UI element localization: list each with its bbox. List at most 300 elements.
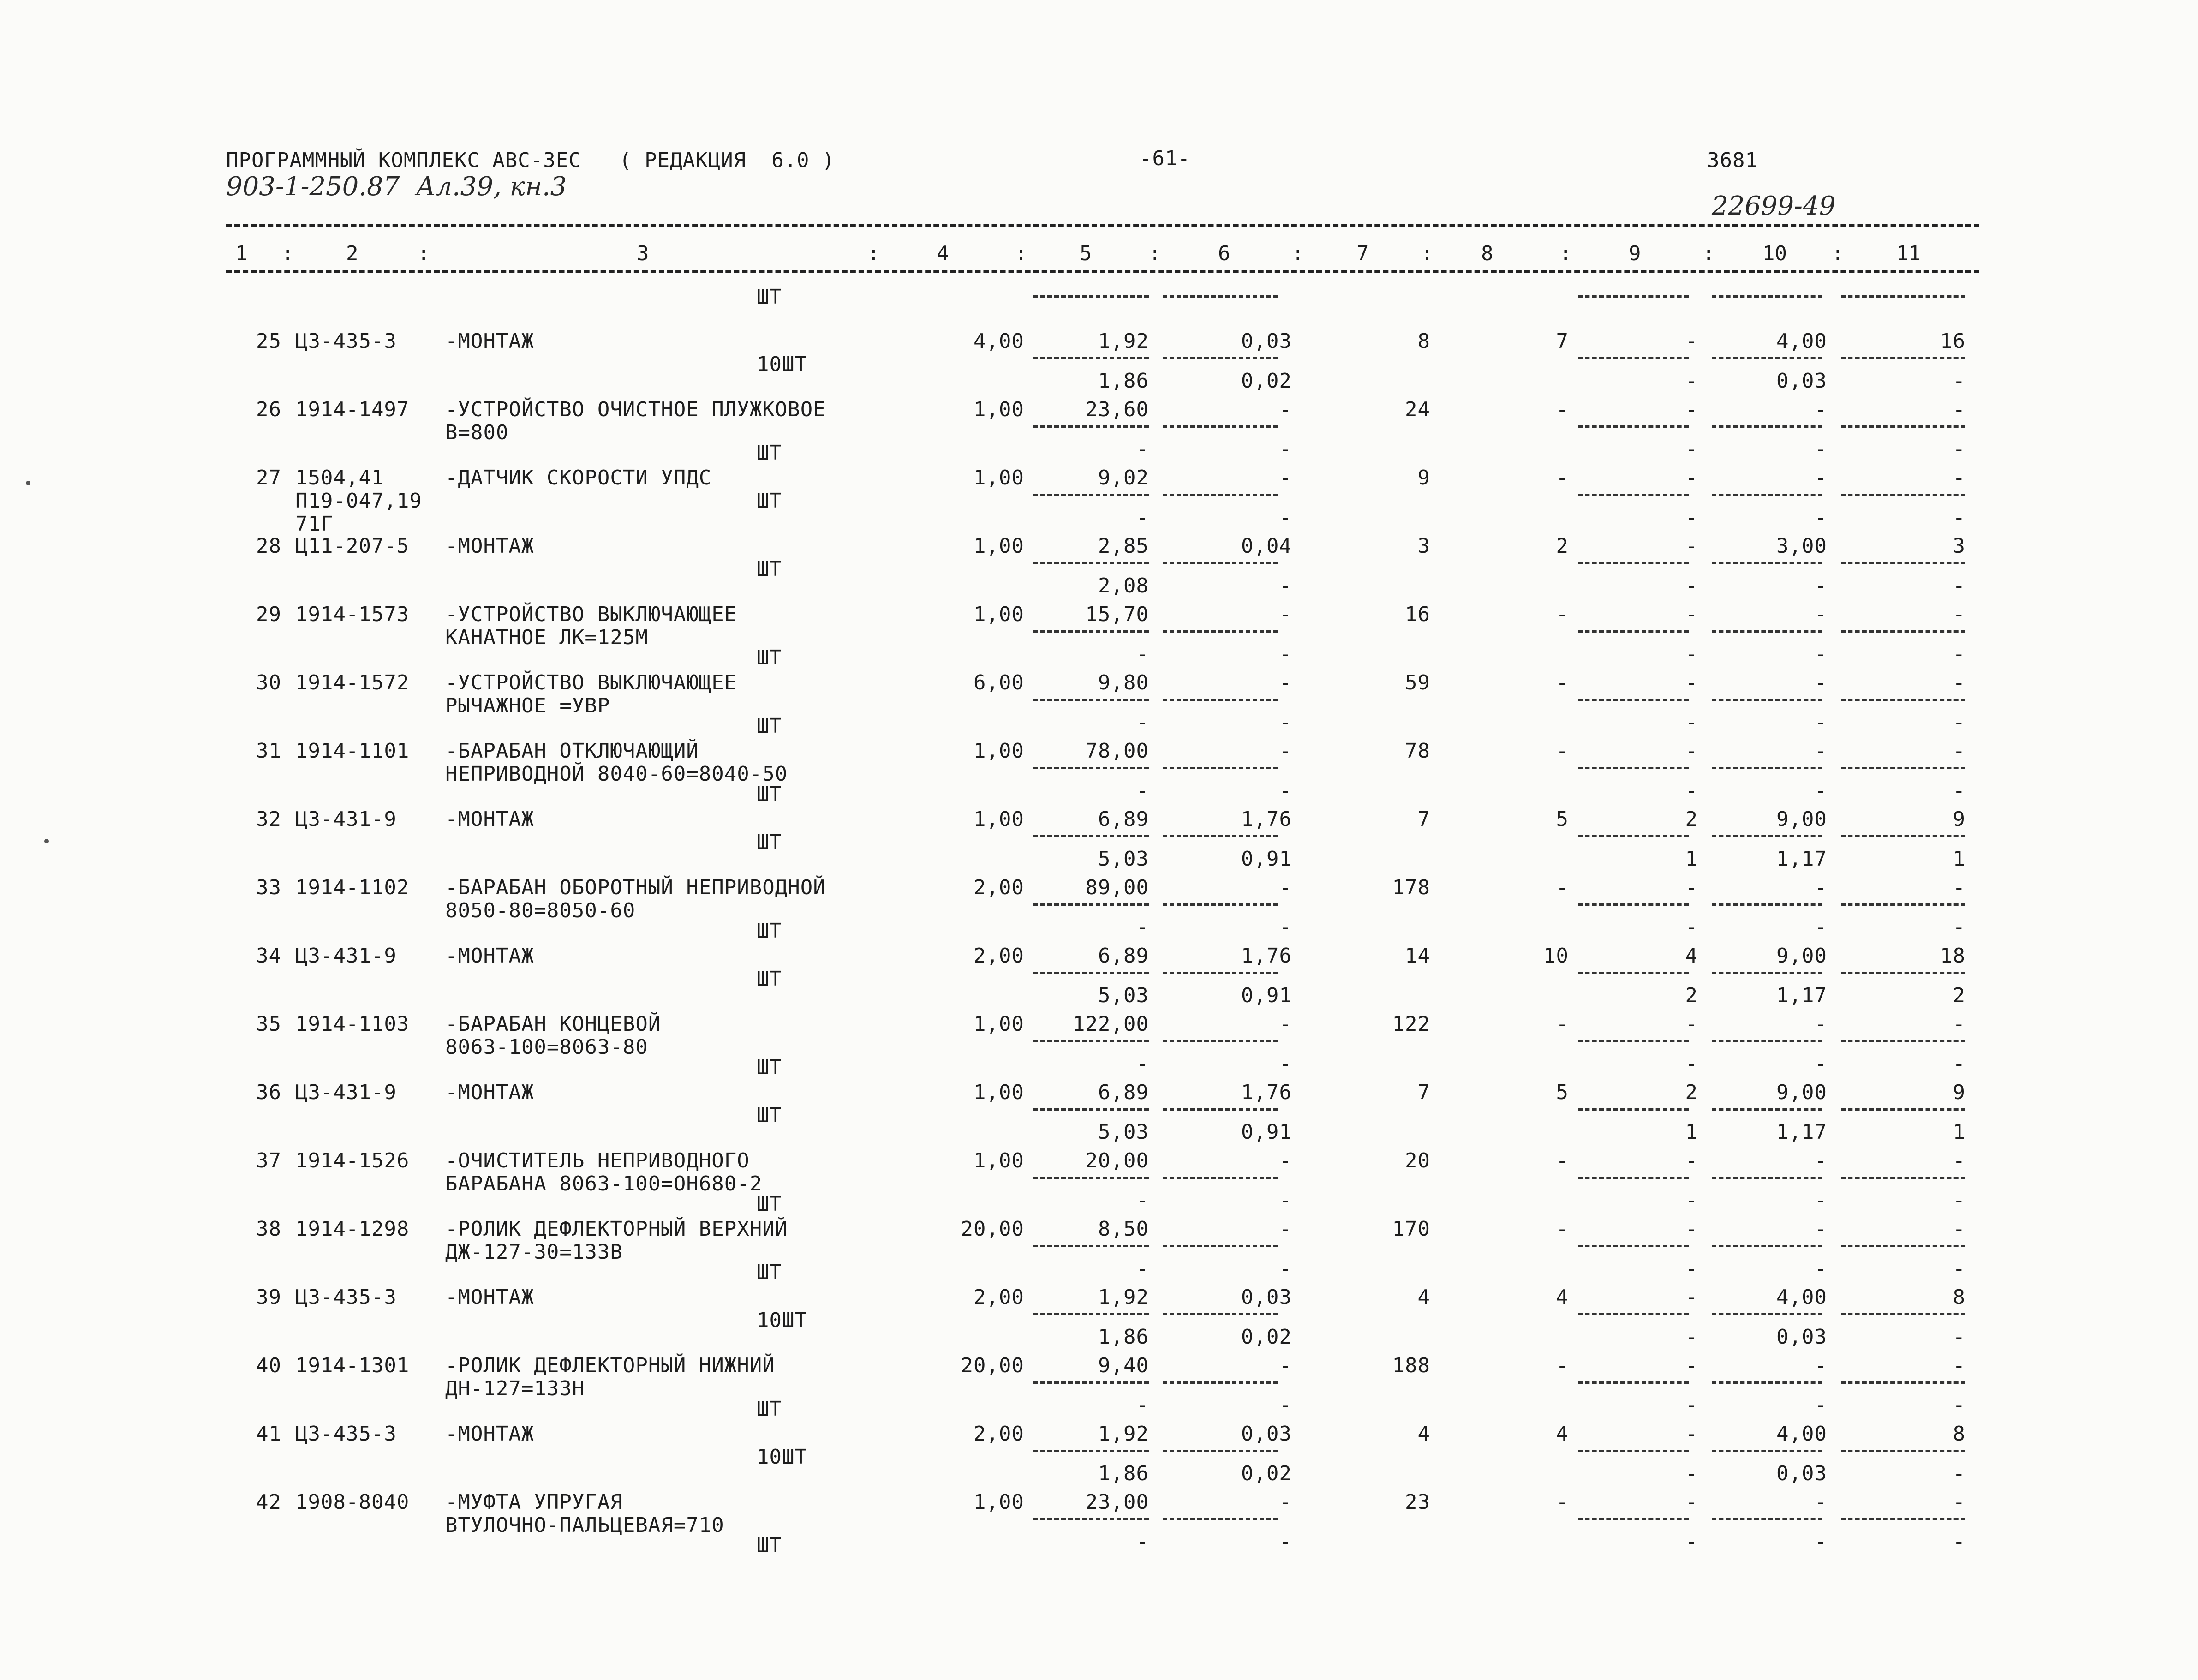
row-name: -МОНТАЖ (445, 534, 534, 558)
col9-cell: - (1685, 1422, 1698, 1446)
row-dash-col9 (1578, 357, 1689, 359)
row-dash-col10 (1712, 767, 1822, 769)
col7-cell: 122 (1392, 1012, 1430, 1036)
col5-sub: 1,86 (1098, 1462, 1149, 1485)
row-name-line2: ДЖ-127-30=133В (445, 1240, 623, 1264)
row-code: 1504,41 (295, 466, 384, 490)
col6-cell: 0,03 (1241, 1422, 1292, 1446)
col9-sub: - (1685, 1257, 1698, 1280)
col8-cell: 10 (1543, 944, 1569, 968)
row-name-line2: В=800 (445, 421, 509, 444)
page-mark: -61- (1140, 147, 1190, 170)
row-dash-col5 (1033, 1381, 1149, 1384)
column-separator: : (1559, 242, 1572, 265)
col6-cell: - (1279, 398, 1292, 421)
row-unit: ШТ (757, 919, 782, 943)
col5-cell: 1,92 (1098, 329, 1149, 353)
top-dash-6 (1163, 295, 1278, 298)
row-name: -УСТРОЙСТВО ВЫКЛЮЧАЮЩЕЕ (445, 671, 737, 694)
col6-sub: - (1279, 915, 1292, 939)
row-dash-col9 (1578, 1450, 1689, 1452)
col8-cell: - (1556, 398, 1569, 421)
row-dash-col10 (1712, 1177, 1822, 1179)
col10-sub: - (1814, 1257, 1827, 1280)
row-number: 28 (256, 534, 281, 558)
col9-sub: - (1685, 1393, 1698, 1417)
row-dash-col10 (1712, 425, 1822, 428)
column-separator: : (1702, 242, 1715, 265)
col8-cell: - (1556, 1217, 1569, 1241)
col10-sub: - (1814, 711, 1827, 734)
row-name-line2: РЫЧАЖНОЕ =УВР (445, 694, 610, 717)
col9-sub: - (1685, 779, 1698, 802)
col10-cell: 9,00 (1776, 944, 1827, 968)
col10-sub: 0,03 (1776, 1462, 1827, 1485)
row-unit: ШТ (757, 714, 782, 738)
col11-cell: - (1953, 739, 1965, 763)
col5-cell: 9,40 (1098, 1354, 1149, 1377)
qty-cell: 1,00 (974, 1490, 1024, 1514)
qty-cell: 1,00 (974, 603, 1024, 626)
col9-cell: - (1685, 534, 1698, 558)
col8-cell: 5 (1556, 1081, 1569, 1104)
row-unit: 10ШТ (757, 353, 807, 376)
col10-cell: 9,00 (1776, 1081, 1827, 1104)
col5-sub: 2,08 (1098, 574, 1149, 598)
row-dash-col11 (1841, 1108, 1965, 1111)
col5-sub: - (1136, 915, 1149, 939)
row-dash-col9 (1578, 494, 1689, 496)
row-unit: ШТ (757, 1192, 782, 1216)
col6-cell: - (1279, 1149, 1292, 1172)
col10-sub: - (1814, 1393, 1827, 1417)
col5-sub: - (1136, 1393, 1149, 1417)
col11-sub: - (1953, 369, 1965, 393)
row-dash-col10 (1712, 1245, 1822, 1247)
row-dash-col11 (1841, 1518, 1965, 1520)
col7-cell: 78 (1405, 739, 1430, 763)
row-dash-col6 (1163, 630, 1278, 633)
row-dash-col9 (1578, 767, 1689, 769)
col6-sub: 0,91 (1241, 1120, 1292, 1144)
col11-sub: - (1953, 574, 1965, 598)
row-dash-col11 (1841, 1381, 1965, 1384)
col7-cell: 7 (1417, 807, 1430, 831)
col7-cell: 170 (1392, 1217, 1430, 1241)
row-number: 36 (256, 1081, 281, 1104)
col5-cell: 23,00 (1085, 1490, 1149, 1514)
col6-sub: 0,02 (1241, 369, 1292, 393)
column-separator: : (281, 242, 294, 265)
col6-sub: 0,02 (1241, 1462, 1292, 1485)
row-unit: 10ШТ (757, 1309, 807, 1332)
col11-sub: - (1953, 437, 1965, 461)
col5-sub: - (1136, 642, 1149, 666)
row-name: -МОНТАЖ (445, 1081, 534, 1104)
row-dash-col5 (1033, 699, 1149, 701)
row-dash-col10 (1712, 835, 1822, 837)
col8-cell: - (1556, 739, 1569, 763)
row-name: -ОЧИСТИТЕЛЬ НЕПРИВОДНОГО (445, 1149, 750, 1172)
row-dash-col5 (1033, 1040, 1149, 1042)
column-header-6: 6 (1218, 242, 1230, 265)
document-code-handwritten: 903-1-250.87 Ал.39, кн.3 (226, 172, 567, 202)
col9-cell: - (1685, 1217, 1698, 1241)
col9-sub: - (1685, 1462, 1698, 1485)
row-dash-col5 (1033, 835, 1149, 837)
row-dash-col5 (1033, 903, 1149, 906)
row-code: 1914-1526 (295, 1149, 410, 1172)
col5-cell: 15,70 (1085, 603, 1149, 626)
col9-sub: - (1685, 642, 1698, 666)
col11-cell: 9 (1953, 1081, 1965, 1104)
top-dash-9 (1578, 295, 1689, 298)
column-header-5: 5 (1080, 242, 1092, 265)
col9-cell: - (1685, 876, 1698, 899)
row-name-line2: КАНАТНОЕ ЛК=125М (445, 626, 648, 649)
col9-sub: 1 (1685, 1120, 1698, 1144)
col7-cell: 14 (1405, 944, 1430, 968)
col11-sub: - (1953, 1325, 1965, 1349)
col11-cell: - (1953, 1149, 1965, 1172)
program-header: ПРОГРАММНЫЙ КОМПЛЕКС АВС-3ЕС ( РЕДАКЦИЯ 6.0 ) (226, 149, 835, 172)
row-code: Ц3-431-9 (295, 944, 397, 968)
row-dash-col11 (1841, 1040, 1965, 1042)
column-separator: : (1421, 242, 1433, 265)
col5-sub: - (1136, 506, 1149, 529)
col5-cell: 8,50 (1098, 1217, 1149, 1241)
col7-cell: 9 (1417, 466, 1430, 490)
row-code: Ц3-431-9 (295, 807, 397, 831)
col7-cell: 4 (1417, 1422, 1430, 1446)
row-dash-col9 (1578, 835, 1689, 837)
row-dash-col5 (1033, 972, 1149, 974)
col6-cell: - (1279, 603, 1292, 626)
row-dash-col6 (1163, 1177, 1278, 1179)
col10-cell: 9,00 (1776, 807, 1827, 831)
qty-cell: 2,00 (974, 1285, 1024, 1309)
qty-cell: 1,00 (974, 534, 1024, 558)
column-separator: : (1292, 242, 1304, 265)
col9-sub: - (1685, 437, 1698, 461)
column-header-11: 11 (1896, 242, 1921, 265)
qty-cell: 20,00 (961, 1354, 1024, 1377)
row-dash-col6 (1163, 767, 1278, 769)
col6-sub: - (1279, 1257, 1292, 1280)
col6-cell: - (1279, 1354, 1292, 1377)
col6-sub: 0,02 (1241, 1325, 1292, 1349)
col10-sub: 1,17 (1776, 847, 1827, 871)
row-dash-col10 (1712, 903, 1822, 906)
row-code: 1914-1103 (295, 1012, 410, 1036)
row-name-line2: БАРАБАНА 8063-100=ОН680-2 (445, 1172, 763, 1196)
row-unit: ШТ (757, 557, 782, 581)
row-number: 40 (256, 1354, 281, 1377)
qty-cell: 1,00 (974, 1081, 1024, 1104)
row-dash-col6 (1163, 1313, 1278, 1315)
row-dash-col10 (1712, 1313, 1822, 1315)
col5-cell: 9,02 (1098, 466, 1149, 490)
col5-cell: 122,00 (1073, 1012, 1149, 1036)
row-dash-col6 (1163, 494, 1278, 496)
col9-cell: - (1685, 329, 1698, 353)
col6-sub: - (1279, 1530, 1292, 1554)
row-name: -МУФТА УПРУГАЯ (445, 1490, 623, 1514)
margin-mark-top (26, 481, 30, 485)
row-name: -МОНТАЖ (445, 329, 534, 353)
col9-sub: - (1685, 1052, 1698, 1076)
col8-cell: 7 (1556, 329, 1569, 353)
col5-cell: 89,00 (1085, 876, 1149, 899)
row-number: 30 (256, 671, 281, 694)
row-code: 1914-1298 (295, 1217, 410, 1241)
col5-sub: - (1136, 711, 1149, 734)
col8-cell: 2 (1556, 534, 1569, 558)
row-dash-col11 (1841, 699, 1965, 701)
col10-sub: - (1814, 642, 1827, 666)
row-name-line2: НЕПРИВОДНОЙ 8040-60=8040-50 (445, 762, 788, 786)
row-name-line2: ДН-127=133Н (445, 1377, 585, 1400)
col9-sub: - (1685, 1325, 1698, 1349)
col6-sub: - (1279, 711, 1292, 734)
row-number: 26 (256, 398, 281, 421)
col10-sub: 1,17 (1776, 984, 1827, 1007)
column-header-1: 1 (235, 242, 248, 265)
row-number: 35 (256, 1012, 281, 1036)
col5-cell: 1,92 (1098, 1285, 1149, 1309)
qty-cell: 1,00 (974, 1012, 1024, 1036)
row-dash-col5 (1033, 494, 1149, 496)
col11-sub: - (1953, 1462, 1965, 1485)
row-dash-col9 (1578, 1040, 1689, 1042)
col7-cell: 59 (1405, 671, 1430, 694)
col11-sub: - (1953, 915, 1965, 939)
col9-cell: 4 (1685, 944, 1698, 968)
row-dash-col10 (1712, 1518, 1822, 1520)
row-dash-col9 (1578, 699, 1689, 701)
row-code: Ц3-435-3 (295, 329, 397, 353)
row-code: Ц3-435-3 (295, 1422, 397, 1446)
qty-cell: 1,00 (974, 1149, 1024, 1172)
row-code: Ц11-207-5 (295, 534, 410, 558)
col9-sub: - (1685, 915, 1698, 939)
col9-cell: - (1685, 1012, 1698, 1036)
column-header-3: 3 (637, 242, 649, 265)
col9-sub: - (1685, 369, 1698, 393)
col10-cell: - (1814, 739, 1827, 763)
col5-cell: 2,85 (1098, 534, 1149, 558)
row-unit: 10ШТ (757, 1445, 807, 1469)
row-dash-col11 (1841, 630, 1965, 633)
top-dash-5 (1033, 295, 1149, 298)
col9-cell: - (1685, 671, 1698, 694)
row-unit: ШТ (757, 1104, 782, 1127)
col8-cell: - (1556, 876, 1569, 899)
col11-cell: - (1953, 1217, 1965, 1241)
col9-sub: 2 (1685, 984, 1698, 1007)
col8-cell: - (1556, 1354, 1569, 1377)
col6-cell: 0,04 (1241, 534, 1292, 558)
row-number: 25 (256, 329, 281, 353)
row-unit: ШТ (757, 1261, 782, 1284)
col5-cell: 6,89 (1098, 807, 1149, 831)
col6-sub: - (1279, 1189, 1292, 1212)
col7-cell: 188 (1392, 1354, 1430, 1377)
row-dash-col11 (1841, 562, 1965, 564)
col11-cell: - (1953, 398, 1965, 421)
col6-sub: 0,91 (1241, 984, 1292, 1007)
col11-sub: - (1953, 1189, 1965, 1212)
header-top-rule (226, 224, 1979, 227)
column-header-7: 7 (1356, 242, 1369, 265)
col6-sub: - (1279, 1393, 1292, 1417)
col5-sub: - (1136, 779, 1149, 802)
row-code: 1914-1573 (295, 603, 410, 626)
col11-sub: - (1953, 1257, 1965, 1280)
qty-cell: 1,00 (974, 466, 1024, 490)
col7-cell: 178 (1392, 876, 1430, 899)
row-unit: ШТ (757, 831, 782, 854)
row-unit: ШТ (757, 441, 782, 465)
row-dash-col11 (1841, 972, 1965, 974)
row-dash-col10 (1712, 562, 1822, 564)
row-number: 29 (256, 603, 281, 626)
col10-sub: - (1814, 1052, 1827, 1076)
col6-cell: - (1279, 876, 1292, 899)
row-dash-col10 (1712, 1450, 1822, 1452)
column-separator: : (1832, 242, 1844, 265)
row-number: 34 (256, 944, 281, 968)
col5-sub: - (1136, 1052, 1149, 1076)
col7-cell: 16 (1405, 603, 1430, 626)
col10-sub: - (1814, 915, 1827, 939)
col11-sub: 1 (1953, 847, 1965, 871)
col10-cell: 3,00 (1776, 534, 1827, 558)
row-dash-col10 (1712, 699, 1822, 701)
top-dash-11 (1841, 295, 1965, 298)
col10-sub: - (1814, 1189, 1827, 1212)
col10-cell: - (1814, 398, 1827, 421)
row-dash-col5 (1033, 1245, 1149, 1247)
col11-cell: - (1953, 1012, 1965, 1036)
row-name-line2: 8050-80=8050-60 (445, 899, 636, 922)
row-number: 27 (256, 466, 281, 490)
row-code: 1914-1572 (295, 671, 410, 694)
col9-sub: - (1685, 1189, 1698, 1212)
column-header-10: 10 (1762, 242, 1787, 265)
row-dash-col11 (1841, 1245, 1965, 1247)
col6-cell: 1,76 (1241, 944, 1292, 968)
row-name: -БАРАБАН КОНЦЕВОЙ (445, 1012, 661, 1036)
row-dash-col9 (1578, 1177, 1689, 1179)
col7-cell: 23 (1405, 1490, 1430, 1514)
column-separator: : (1149, 242, 1161, 265)
row-dash-col9 (1578, 1313, 1689, 1315)
column-header-2: 2 (346, 242, 358, 265)
col11-cell: - (1953, 1490, 1965, 1514)
col10-cell: - (1814, 466, 1827, 490)
row-dash-col9 (1578, 562, 1689, 564)
col9-cell: - (1685, 466, 1698, 490)
col11-sub: - (1953, 779, 1965, 802)
row-dash-col9 (1578, 972, 1689, 974)
row-code: Ц3-435-3 (295, 1285, 397, 1309)
row-number: 38 (256, 1217, 281, 1241)
col10-sub: - (1814, 779, 1827, 802)
col5-cell: 78,00 (1085, 739, 1149, 763)
col10-sub: 1,17 (1776, 1120, 1827, 1144)
row-dash-col11 (1841, 357, 1965, 359)
qty-cell: 1,00 (974, 807, 1024, 831)
row-name-line2: ВТУЛОЧНО-ПАЛЬЦЕВАЯ=710 (445, 1513, 724, 1537)
row-dash-col10 (1712, 1381, 1822, 1384)
stamp-number-handwritten: 22699-49 (1712, 191, 1836, 221)
col8-cell: - (1556, 1012, 1569, 1036)
row-number: 32 (256, 807, 281, 831)
col8-cell: 4 (1556, 1285, 1569, 1309)
col8-cell: 5 (1556, 807, 1569, 831)
column-separator: : (867, 242, 880, 265)
col5-cell: 20,00 (1085, 1149, 1149, 1172)
col10-cell: 4,00 (1776, 329, 1827, 353)
col10-sub: 0,03 (1776, 369, 1827, 393)
col11-cell: - (1953, 603, 1965, 626)
col7-cell: 4 (1417, 1285, 1430, 1309)
row-dash-col10 (1712, 494, 1822, 496)
col10-sub: - (1814, 506, 1827, 529)
col6-sub: - (1279, 642, 1292, 666)
col9-sub: - (1685, 1530, 1698, 1554)
row-code: 1914-1102 (295, 876, 410, 899)
row-dash-col11 (1841, 1177, 1965, 1179)
col6-cell: 1,76 (1241, 807, 1292, 831)
col6-cell: 0,03 (1241, 329, 1292, 353)
col6-cell: 0,03 (1241, 1285, 1292, 1309)
col9-cell: - (1685, 398, 1698, 421)
row-dash-col5 (1033, 357, 1149, 359)
row-dash-col9 (1578, 425, 1689, 428)
col11-sub: - (1953, 506, 1965, 529)
col7-cell: 8 (1417, 329, 1430, 353)
col11-cell: 9 (1953, 807, 1965, 831)
row-dash-col9 (1578, 903, 1689, 906)
row-code-line2: П19-047,19 (295, 489, 422, 513)
col5-cell: 6,89 (1098, 944, 1149, 968)
row-dash-col5 (1033, 425, 1149, 428)
row-dash-col11 (1841, 425, 1965, 428)
col11-cell: - (1953, 671, 1965, 694)
qty-cell: 2,00 (974, 876, 1024, 899)
col5-sub: - (1136, 1257, 1149, 1280)
row-dash-col10 (1712, 357, 1822, 359)
col11-sub: 2 (1953, 984, 1965, 1007)
row-code: Ц3-431-9 (295, 1081, 397, 1104)
row-number: 33 (256, 876, 281, 899)
col5-cell: 6,89 (1098, 1081, 1149, 1104)
row-dash-col5 (1033, 1450, 1149, 1452)
col11-cell: - (1953, 1354, 1965, 1377)
row-name: -РОЛИК ДЕФЛЕКТОРНЫЙ НИЖНИЙ (445, 1354, 775, 1377)
row-dash-col6 (1163, 1518, 1278, 1520)
col5-sub: 5,03 (1098, 1120, 1149, 1144)
col10-cell: - (1814, 876, 1827, 899)
col10-cell: 4,00 (1776, 1422, 1827, 1446)
col11-sub: - (1953, 1393, 1965, 1417)
column-separator: : (1015, 242, 1027, 265)
row-dash-col6 (1163, 1381, 1278, 1384)
row-dash-col9 (1578, 1108, 1689, 1111)
col8-cell: - (1556, 671, 1569, 694)
